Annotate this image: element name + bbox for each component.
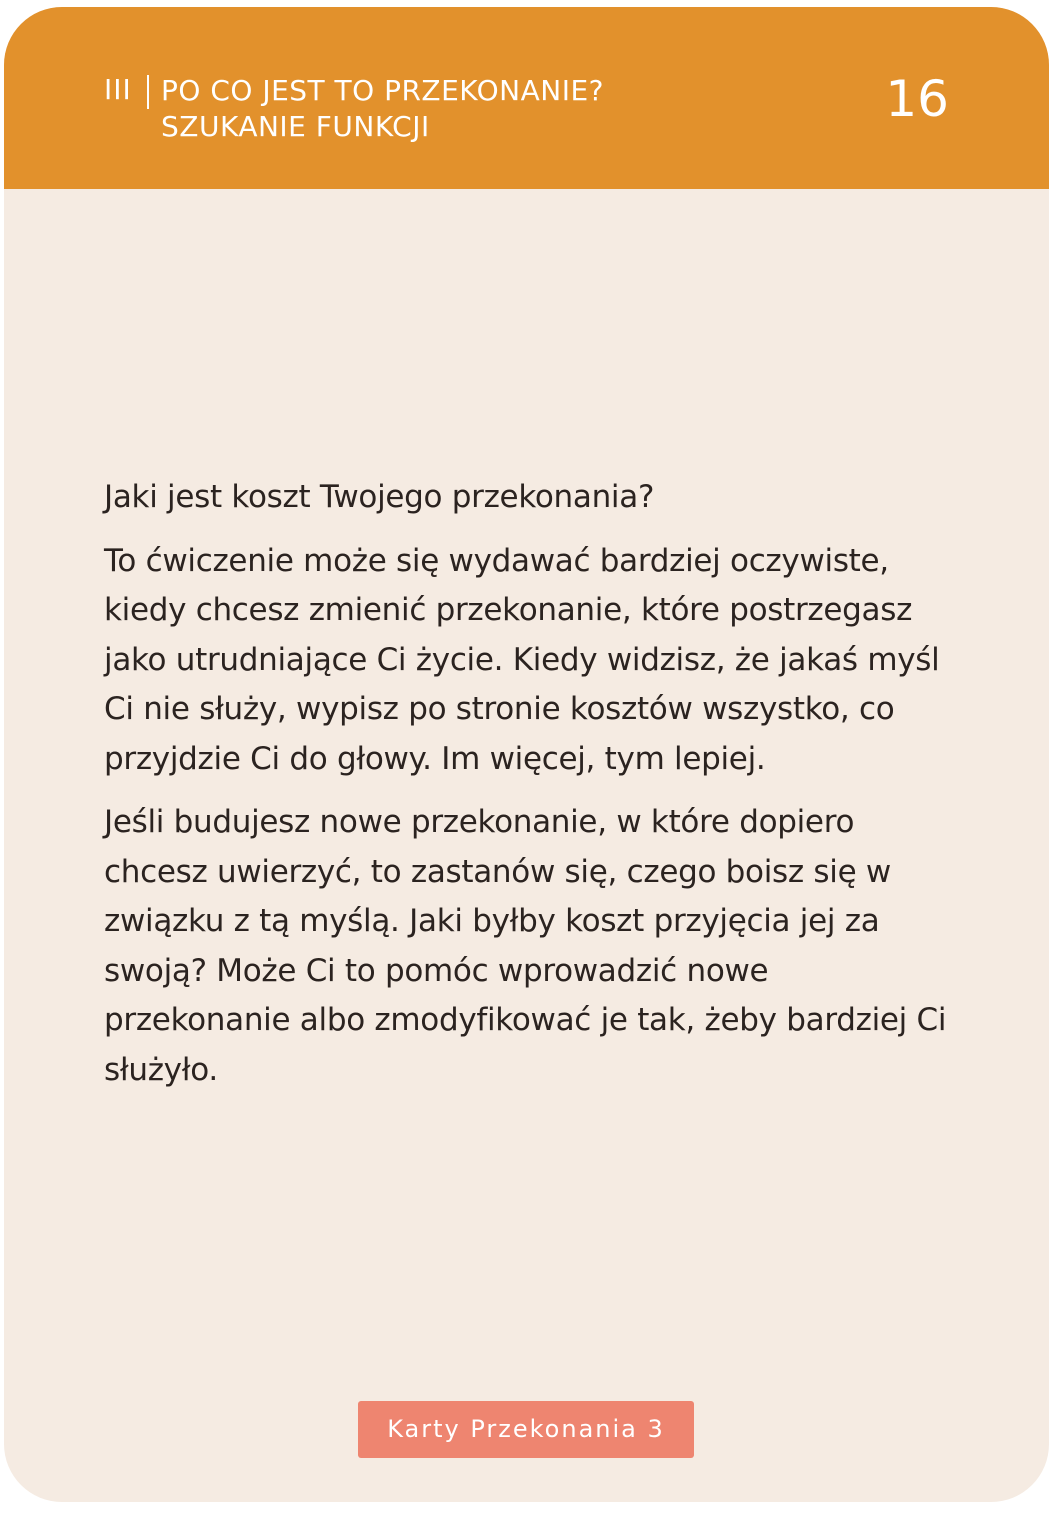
section-title-line-1: PO CO JEST TO PRZEKONANIE?: [161, 74, 605, 107]
card-question: Jaki jest koszt Twojego przekonania?: [104, 479, 655, 515]
section-number: III: [104, 73, 132, 106]
card-header: [4, 7, 1049, 189]
card-paragraph-1: To ćwiczenie może się wydawać bardziej oczywiste, kiedy chcesz zmienić przekonanie, które postrzegasz jako utrudniające Ci życie. Kiedy widzisz, że jakaś myśl Ci nie służy, wypisz po stronie kosztów wszystko, co przyjdzie Ci do głowy. Im więcej, tym lepiej.: [104, 542, 940, 777]
card-content: [104, 473, 954, 1109]
section-title-line-2: SZUKANIE FUNKCJI: [161, 110, 430, 143]
deck-title-badge: Karty Przekonania 3: [358, 1401, 694, 1458]
card-number: 16: [885, 70, 949, 128]
card-paragraph-2: Jeśli budujesz nowe przekonanie, w które dopiero chcesz uwierzyć, to zastanów się, czego boisz się w związku z tą myślą. Jaki byłby koszt przyjęcia jej za swoją? Może Ci to pomóc wprowadzić nowe przekonanie albo zmodyfikować je tak, żeby bardziej Ci służyło.: [104, 804, 947, 1088]
section-title: [161, 73, 801, 145]
card: [4, 7, 1049, 1502]
section-divider: [147, 75, 149, 109]
